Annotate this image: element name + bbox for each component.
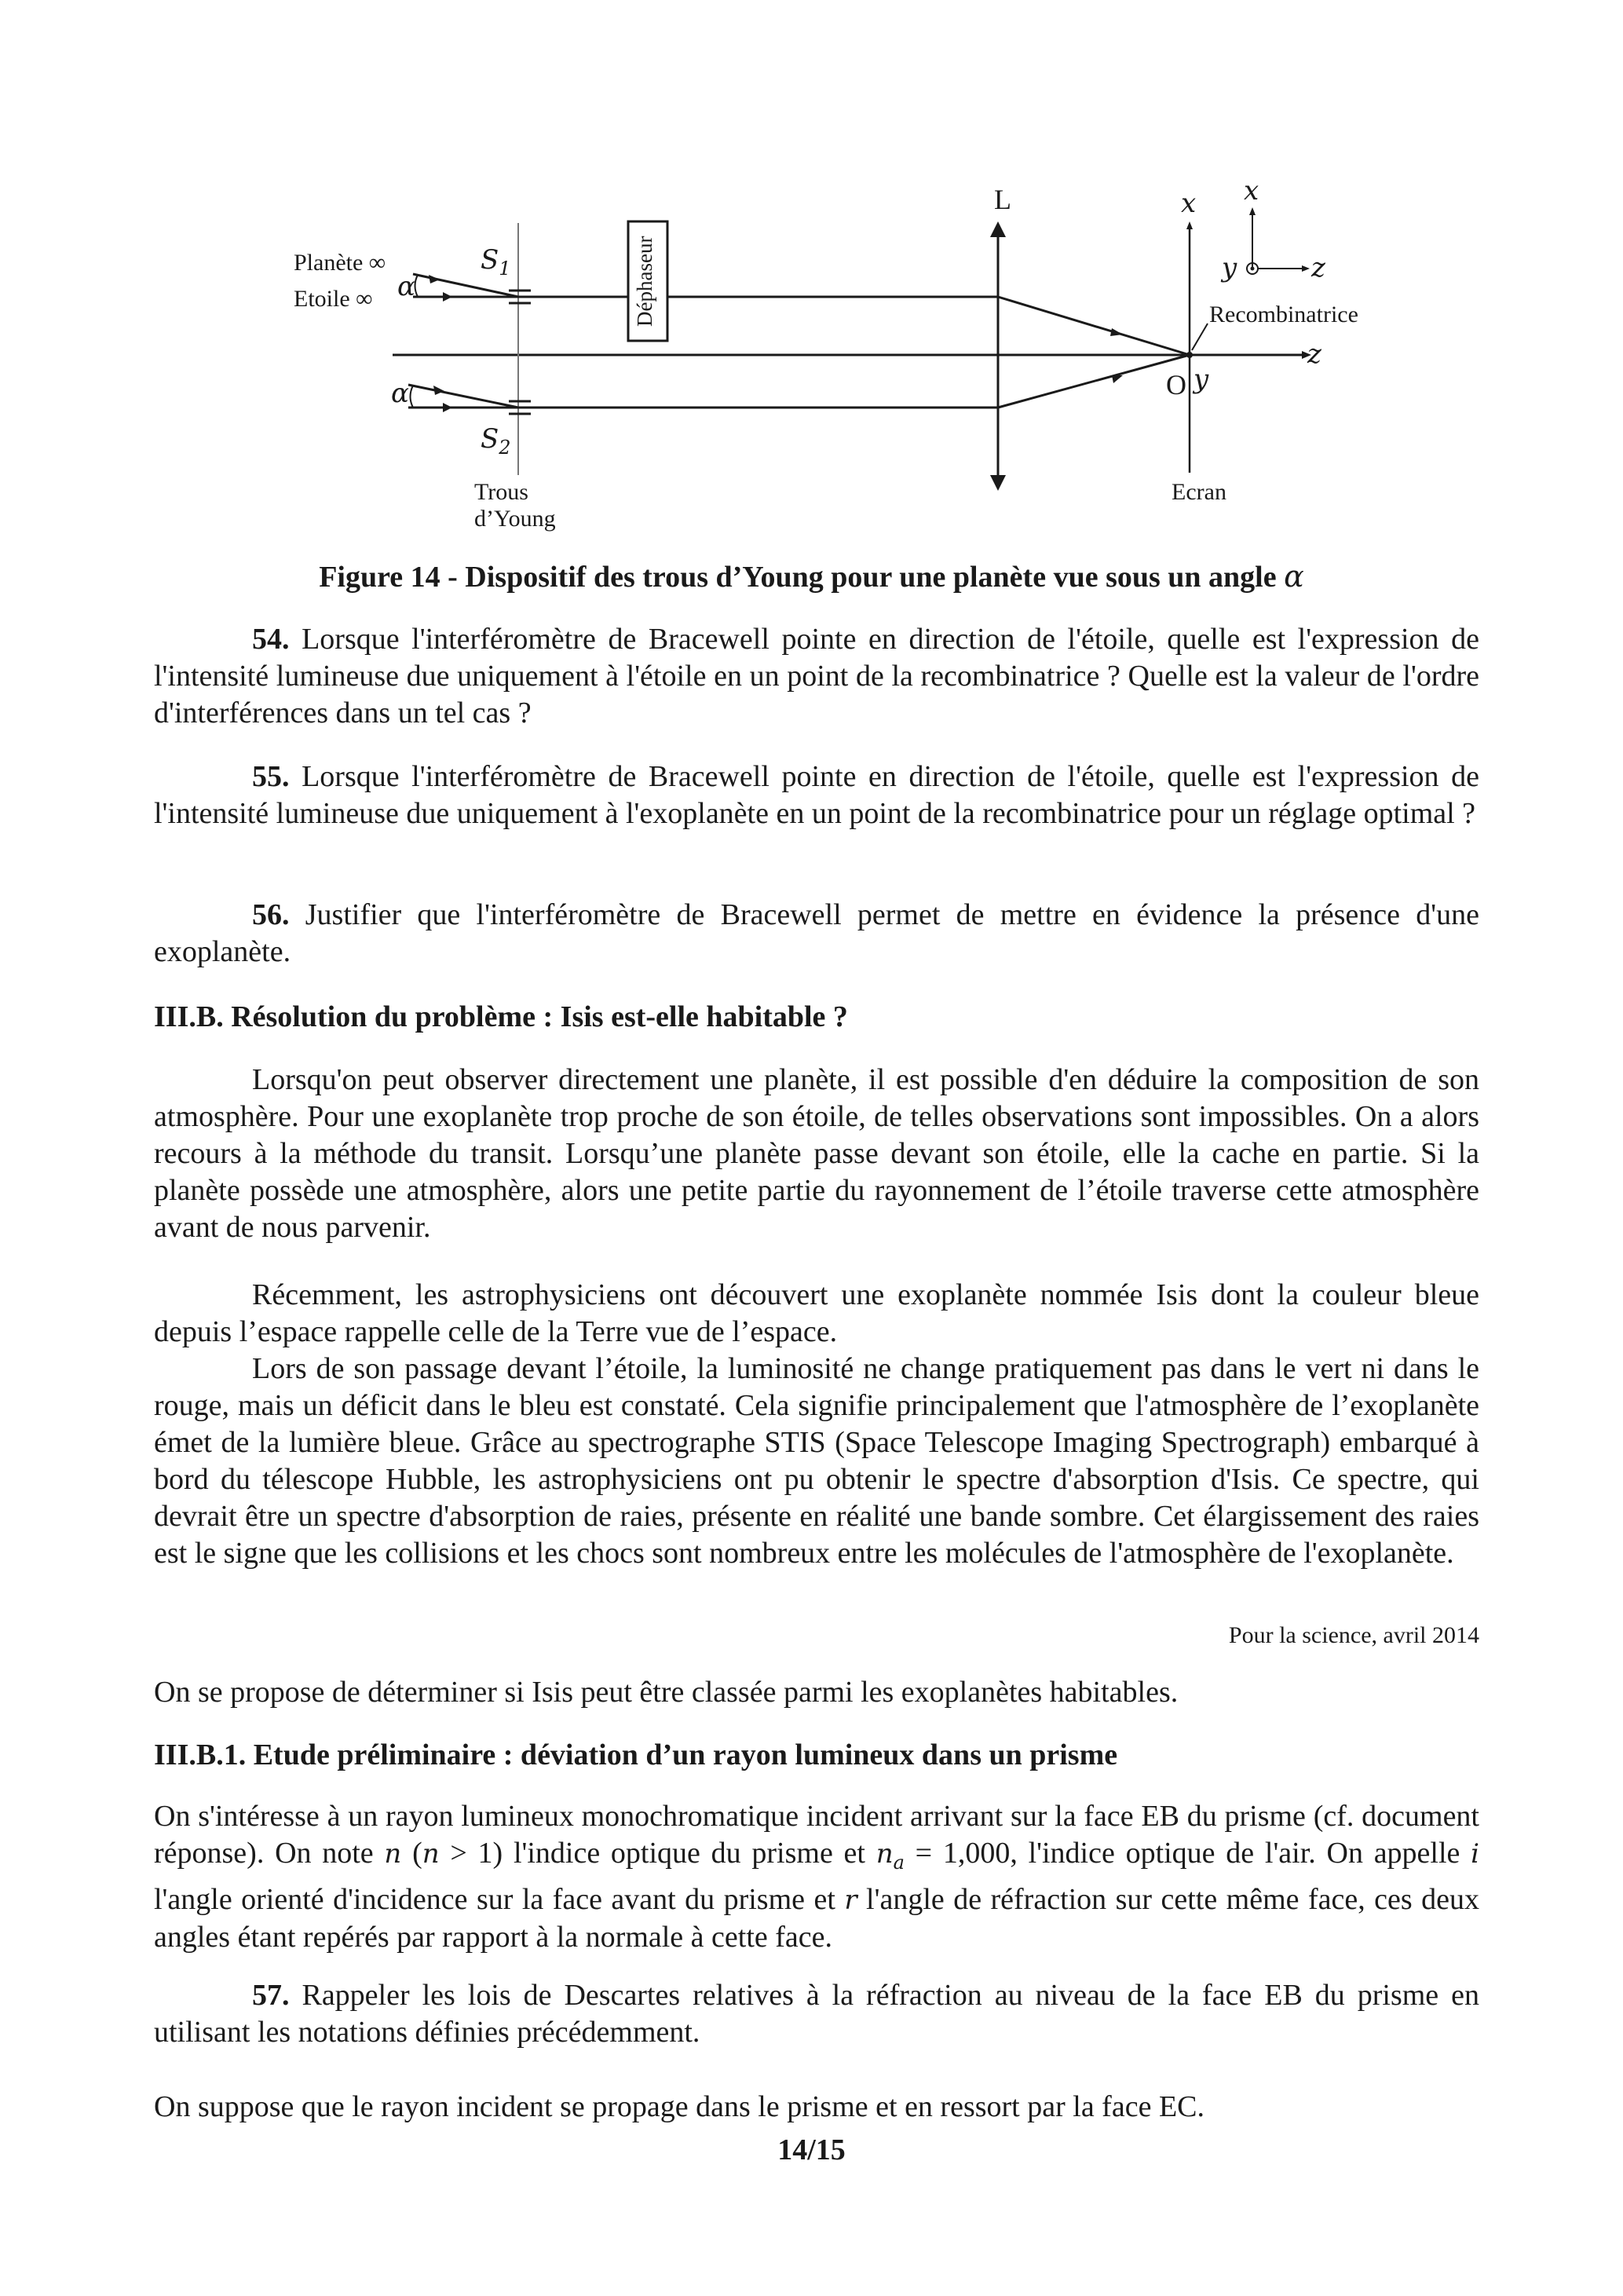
question-number: 55. bbox=[252, 760, 290, 793]
paragraph-habitability-intro: On se propose de déterminer si Isis peut être classée parmi les exoplanètes habitables. bbox=[154, 1676, 1179, 1709]
label-alpha-top: α bbox=[397, 271, 415, 302]
question-number: 57. bbox=[252, 1979, 290, 2012]
paragraph-ray-exit: On suppose que le rayon incident se propage dans le prisme et en ressort par la face EC. bbox=[154, 2090, 1204, 2123]
label-triad-x: x bbox=[1244, 175, 1259, 207]
label-planet-infinity: Planète ∞ bbox=[294, 250, 386, 276]
paragraph-isis-discovery: Récemment, les astrophysiciens ont découvert une exoplanète nommée Isis dont la couleur bleue depuis l’espace rappelle celle de la Terre vue de l’espace. Lors de son passage devant l’étoile, la luminosité ne change pratiquement pas dans le vert ni dans le rouge, mais un déficit dans le bleu est constaté. Cela signifie principalement que l'atmosphère de l’exoplanète émet de la lumière bleue. Grâce au spectrographe STIS (Space Telescope Imaging Spectrograph) embarqué à bord du télescope Hubble, les astrophysiciens ont pu obtenir le spectre d'absorption d'Isis. Ce spectre, qui devrait être un spectre d'absorption de raies, présente en réalité une bande sombre. Cet élargissement des raies est le signe que les collisions et les chocs sont nombreux entre les molécules de l'atmosphère de l'exoplanète. bbox=[154, 1277, 1479, 1572]
label-young-holes-line2: d’Young bbox=[474, 506, 556, 532]
paragraph-prism-definitions: On s'intéresse à un rayon lumineux monochromatique incident arrivant sur la face EB du prisme (cf. document réponse). On note n (n > 1) l'indice optique du prisme et $n_a = 1,000$, l'indice optique de l'air. On appelle i l'angle orienté d'incidence sur la face avant du prisme et r l'angle de réfraction sur cette même face, ces deux angles étant repérés par rapport à la normale à cette face. bbox=[154, 1800, 1480, 1954]
page-number: 14/15 bbox=[777, 2133, 846, 2166]
label-alpha-bottom: α bbox=[391, 378, 409, 409]
question-57: 57. Rappeler les lois de Descartes relatives à la réfraction au niveau de la face EB du prisme en utilisant les notations définies précédemment. bbox=[154, 1979, 1479, 2049]
label-recombiner: Recombinatrice bbox=[1209, 302, 1358, 327]
question-number: 54. bbox=[252, 623, 290, 656]
question-54: 54. Lorsque l'interféromètre de Bracewell pointe en direction de l'étoile, quelle est l'expression de l'intensité lumineuse due uniquement à l'étoile en un point de la recombinatrice ? Quelle est la valeur de l'ordre d'interférences dans un tel cas ? bbox=[154, 623, 1479, 729]
label-star-infinity: Etoile ∞ bbox=[294, 286, 373, 312]
label-phase-shifter: Déphaseur bbox=[633, 236, 656, 327]
figure-caption: Figure 14 - Dispositif des trous d’Young pour une planète vue sous un angle α bbox=[319, 559, 1304, 594]
label-axis-z: z bbox=[1307, 338, 1321, 370]
label-s2: $S_2$ bbox=[481, 423, 511, 459]
label-lens: L bbox=[994, 184, 1011, 215]
label-origin: O bbox=[1166, 369, 1186, 400]
section-heading-IIIB1: III.B.1. Etude préliminaire : déviation d’un rayon lumineux dans un prisme bbox=[154, 1738, 1118, 1771]
label-young-holes: Trous bbox=[474, 479, 528, 505]
citation-source: Pour la science, avril 2014 bbox=[1228, 1622, 1479, 1648]
label-s1: $S_1$ bbox=[481, 244, 511, 280]
question-56: 56. Justifier que l'interféromètre de Bracewell permet de mettre en évidence la présence d'une exoplanète. bbox=[154, 898, 1479, 968]
label-triad-z: z bbox=[1311, 252, 1325, 283]
label-triad-y: y bbox=[1222, 252, 1237, 283]
paragraph-isis-spectrum: Lors de son passage devant l’étoile, la luminosité ne change pratiquement pas dans le vert ni dans le rouge, mais un déficit dans le bleu est constaté. Cela signifie principalement que l'atmosphère de l’exoplanète émet de la lumière bleue. Grâce au spectrographe STIS (Space Telescope Imaging Spectrograph) embarqué à bord du télescope Hubble, les astrophysiciens ont pu obtenir le spectre d'absorption d'Isis. Ce spectre, qui devrait être un spectre d'absorption de raies, présente en réalité une bande sombre. Cet élargissement des raies est le signe que les collisions et les chocs sont nombreux entre les molécules de l'atmosphère de l'exoplanète. bbox=[154, 1352, 1479, 1570]
paragraph-transit-method: Lorsqu'on peut observer directement une planète, il est possible d'en déduire la composition de son atmosphère. Pour une exoplanète trop proche de son étoile, de telles observations sont impossibles. On a alors recours à la méthode du transit. Lorsqu’une planète passe devant son étoile, elle la cache en partie. Si la planète possède une atmosphère, alors une petite partie du rayonnement de l’étoile traverse cette atmosphère avant de nous parvenir. bbox=[154, 1063, 1479, 1244]
label-screen-y: y bbox=[1193, 364, 1209, 395]
section-heading-IIIB: III.B. Résolution du problème : Isis est-elle habitable ? bbox=[154, 1000, 848, 1033]
label-screen-x: x bbox=[1181, 188, 1197, 219]
question-number: 56. bbox=[252, 898, 290, 931]
figure-young-holes-diagram bbox=[294, 173, 1358, 542]
question-55: 55. Lorsque l'interféromètre de Bracewell pointe en direction de l'étoile, quelle est l'expression de l'intensité lumineuse due uniquement à l'exoplanète en un point de la recombinatrice pour un réglage optimal ? bbox=[154, 760, 1479, 830]
label-screen: Ecran bbox=[1172, 479, 1226, 505]
